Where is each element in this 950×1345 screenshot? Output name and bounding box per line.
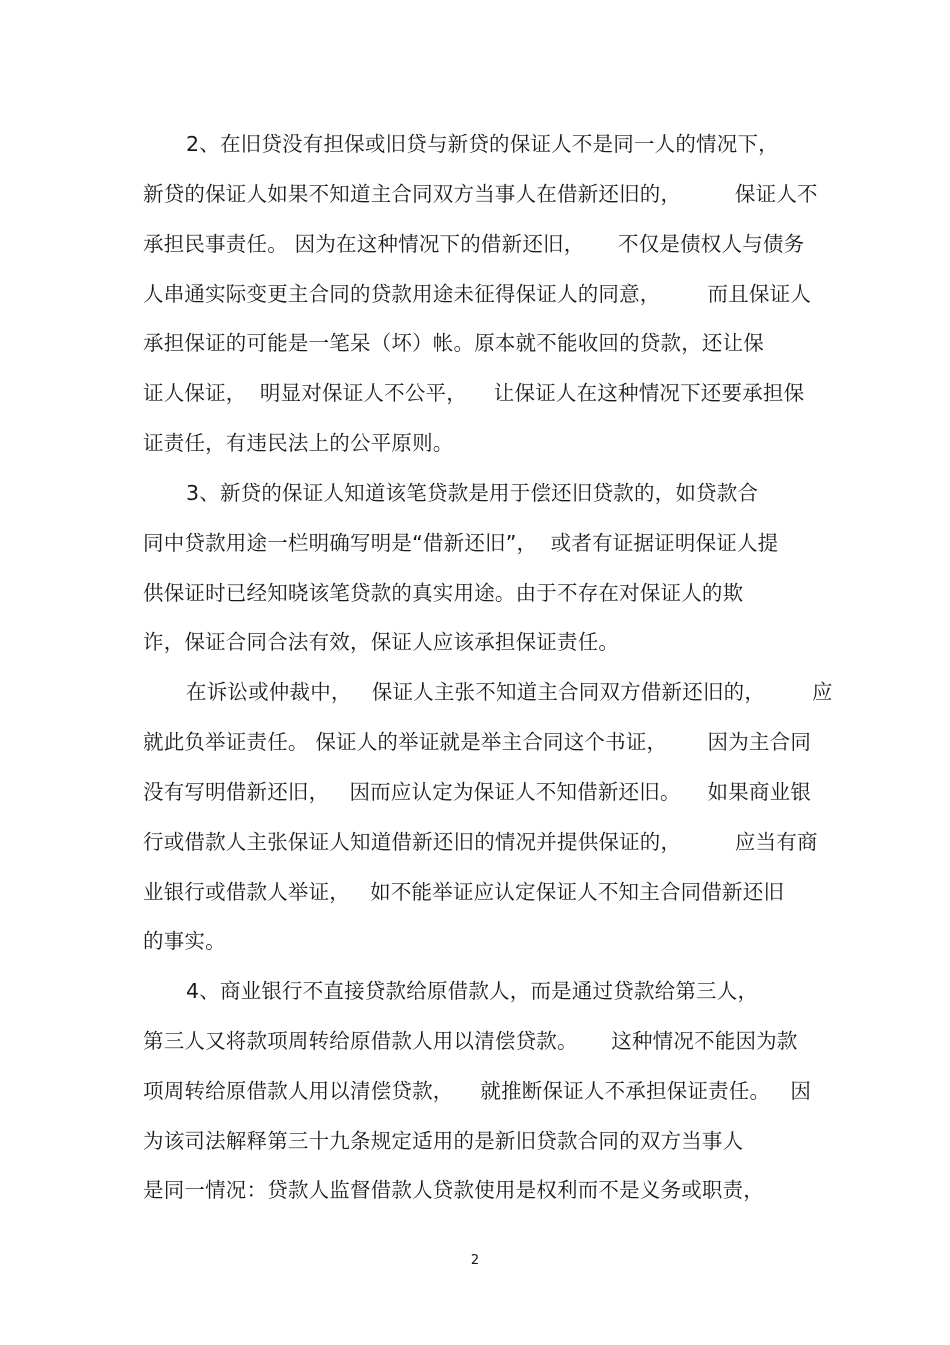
text-line: 业银行或借款人举证， 如不能举证应认定保证人不知主合同借新还旧 (143, 880, 785, 904)
text-line: 为该司法解释第三十九条规定适用的是新旧贷款合同的双方当事人 (143, 1129, 744, 1153)
text-line: 新贷的保证人如果不知道主合同双方当事人在借新还旧的， 保证人不 (143, 182, 818, 206)
text-line: 就此负举证责任。 保证人的举证就是举主合同这个书证， 因为主合同 (143, 730, 812, 754)
text-line: 在诉讼或仲裁中， 保证人主张不知道主合同双方借新还旧的， 应 (186, 680, 833, 704)
text-line: 没有写明借新还旧， 因而应认定为保证人不知借新还旧。 如果商业银 (143, 780, 812, 804)
text-line: 3、新贷的保证人知道该笔贷款是用于偿还旧贷款的，如贷款合 (186, 481, 759, 505)
text-line: 证人保证， 明显对保证人不公平， 让保证人在这种情况下还要承担保 (143, 381, 805, 405)
text-line: 的事实。 (143, 929, 226, 953)
text-line: 行或借款人主张保证人知道借新还旧的情况并提供保证的， 应当有商 (143, 830, 818, 854)
text-line: 项周转给原借款人用以清偿贷款， 就推断保证人不承担保证责任。 因 (143, 1079, 812, 1103)
text-line: 人串通实际变更主合同的贷款用途未征得保证人的同意， 而且保证人 (143, 282, 812, 306)
text-line: 证责任，有违民法上的公平原则。 (143, 431, 454, 455)
text-line: 是同一情况：贷款人监督借款人贷款使用是权利而不是义务或职责， (143, 1178, 764, 1202)
text-line: 同中贷款用途一栏明确写明是“借新还旧”， 或者有证据证明保证人提 (143, 531, 779, 555)
text-line: 承担保证的可能是一笔呆（坏）帐。原本就不能收回的贷款，还让保 (143, 331, 764, 355)
text-line: 承担民事责任。 因为在这种情况下的借新还旧， 不仅是债权人与债务 (143, 232, 805, 256)
text-line: 第三人又将款项周转给原借款人用以清偿贷款。 这种情况不能因为款 (143, 1029, 798, 1053)
text-line: 诈，保证合同合法有效，保证人应该承担保证责任。 (143, 630, 620, 654)
text-line: 4、商业银行不直接贷款给原借款人，而是通过贷款给第三人， (186, 979, 759, 1003)
text-line: 供保证时已经知晓该笔贷款的真实用途。由于不存在对保证人的欺 (143, 581, 744, 605)
text-line: 2、在旧贷没有担保或旧贷与新贷的保证人不是同一人的情况下， (186, 132, 779, 156)
page-number: 2 (470, 1253, 480, 1268)
